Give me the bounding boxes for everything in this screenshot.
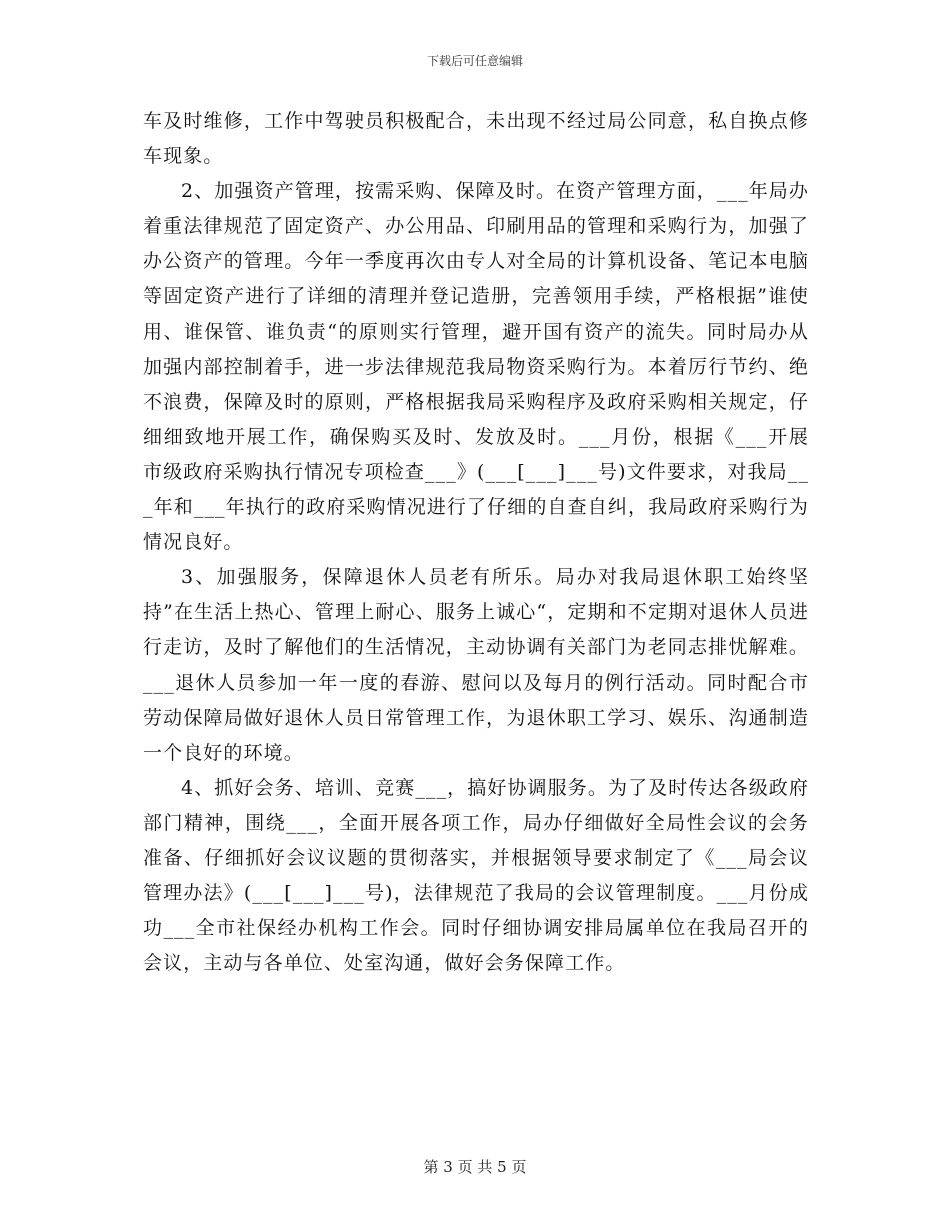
document-body — [143, 104, 809, 981]
page-number: 第 3 页 共 5 页 — [423, 1158, 527, 1176]
paragraph-retiree-service: 3、加强服务，保障退休人员老有所乐。局办对我局退休职工始终坚持”在生活上热心、管理上耐心、服务上诚心“，定期和不定期对退休人员进行走访，及时了解他们的生活情况，主动协调有关部门为老同志排忧解难。___退休人员参加一年一度的春游、慰问以及每月的例行活动。同时配合市劳动保障局做好退休人员日常管理工作，为退休职工学习、娱乐、沟通制造一个良好的环境。 — [143, 566, 809, 764]
paragraph-continuation: 车及时维修，工作中驾驶员积极配合，未出现不经过局公同意，私自换点修车现象。 — [143, 110, 809, 168]
page-header-note: 下载后可任意编辑 — [426, 54, 523, 68]
paragraph-asset-management: 2、加强资产管理，按需采购、保障及时。在资产管理方面，___年局办着重法律规范了固定资产、办公用品、印刷用品的管理和采购行为，加强了办公资产的管理。今年一季度再次由专人对全局的计算机设备、笔记本电脑等固定资产进行了详细的清理并登记造册，完善领用手续，严格根据”谁使用、谁保管、谁负责“的原则实行管理，避开国有资产的流失。同时局办从加强内部控制着手，进一步法律规范我局物资采购行为。本着厉行节约、绝不浪费，保障及时的原则，严格根据我局采购程序及政府采购相关规定，仔细细致地开展工作，确保购买及时、发放及时。___月份，根据《___开展市级政府采购执行情况专项检查___》(___[___]___号)文件要求，对我局___年和___年执行的政府采购情况进行了仔细的自查自纠，我局政府采购行为情况良好。 — [143, 180, 809, 554]
paragraph-meeting-service: 4、抓好会务、培训、竞赛___，搞好协调服务。为了及时传达各级政府部门精神，围绕___，全面开展各项工作，局办仔细做好全局性会议的会务准备、仔细抓好会议议题的贯彻落实，并根据领导要求制定了《___局会议管理办法》(___[___]___号)，法律规范了我局的会议管理制度。___月份成功___全市社保经办机构工作会。同时仔细协调安排局属单位在我局召开的会议，主动与各单位、处室沟通，做好会务保障工作。 — [143, 776, 809, 975]
